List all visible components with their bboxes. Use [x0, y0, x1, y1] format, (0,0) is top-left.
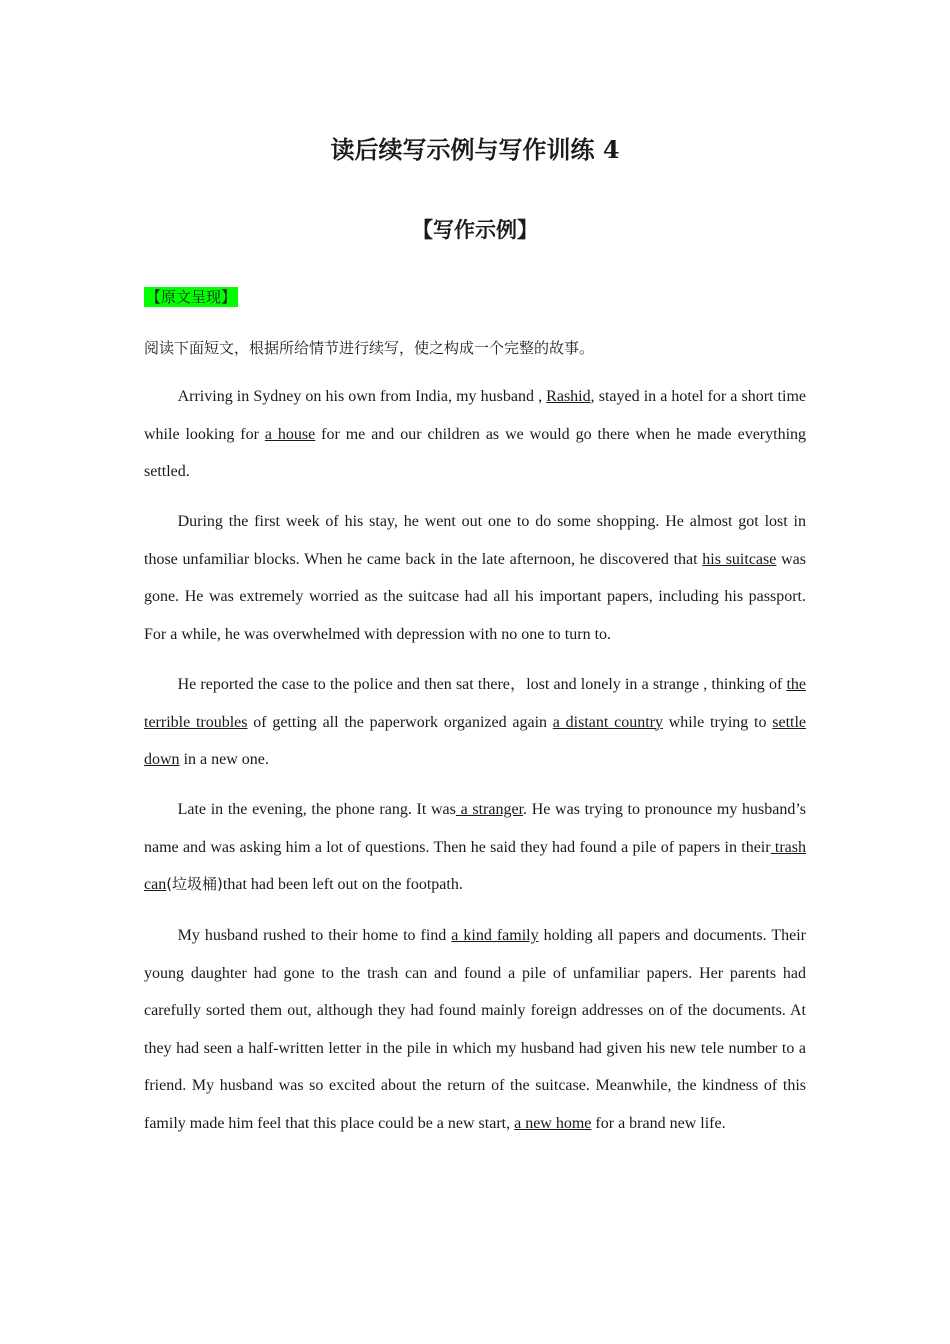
text-run: of getting all the paperwork organized again [247, 713, 553, 731]
story-paragraph [144, 917, 806, 1142]
story-paragraph [144, 666, 806, 779]
instruction-text: 阅读下面短文，根据所给情节进行续写，使之构成一个完整的故事。 [144, 339, 595, 357]
original-text-tag: 【原文呈现】 [146, 288, 237, 306]
story-paragraph [144, 378, 806, 491]
underlined-phrase: a distant country [552, 713, 663, 731]
underlined-phrase: trash can [144, 838, 806, 893]
text-run: My husband rushed to their home to find [177, 927, 452, 944]
document-title: 读后续写示例与写作训练 4 [330, 135, 620, 164]
underlined-phrase: a new home [514, 1114, 592, 1132]
story-paragraph [144, 791, 806, 904]
underlined-phrase: Rashid [546, 388, 591, 405]
text-run: Late in the evening, the phone rang. It was [177, 801, 456, 818]
underlined-phrase: settle down [144, 713, 807, 768]
text-run: that had been left out on the footpath. [222, 876, 463, 893]
underlined-phrase: his suitcase [702, 550, 777, 568]
text-run: holding all papers and documents. Their young daughter had gone to the trash can and found a pile of unfamiliar papers. Her parents had carefully sorted them out, although they had found mainly foreign addresses on of the documents. At they had seen a half-written letter in the pile in which my husband had given his new tele number to a friend. My husband was so excited about the return of the suitcase. Meanwhile, the kindness of this family made him feel that this place could be a new start, [144, 927, 807, 1132]
text-run: During the first week of his stay, he went out one to do some shopping. He almost got lost in those unfamiliar blocks. When he came back in the late afternoon, he discovered that [144, 513, 806, 568]
underlined-phrase: a house [264, 425, 316, 443]
text-run: for me and our children as we would go there when he made everything settled. [144, 425, 807, 480]
text-run: . He was trying to pronounce my husband’s name and was asking him a lot of questions. Then he said they had found a pile of papers in their [144, 801, 807, 856]
text-run: for a brand new life. [591, 1114, 726, 1132]
text-run: , stayed in a hotel for a short time while looking for [144, 388, 806, 443]
text-run: in a new one. [179, 751, 269, 768]
text-run: He reported the case to the police and then sat there，lost and lonely in a strange , thinking of [177, 676, 787, 693]
text-run: (垃圾桶) [166, 875, 223, 893]
story-paragraph [144, 503, 806, 653]
text-run: was gone. He was extremely worried as the suitcase had all his important papers, including his passport. For a while, he was overwhelmed with depression with no one to turn to. [144, 550, 806, 643]
section-title: 【写作示例】 [412, 217, 538, 242]
underlined-phrase: a stranger [455, 801, 524, 818]
text-run: while trying to [662, 713, 773, 731]
underlined-phrase: the terrible troubles [144, 676, 806, 731]
text-run: Arriving in Sydney on his own from India, my husband , [177, 388, 547, 405]
underlined-phrase: a kind family [451, 927, 539, 944]
